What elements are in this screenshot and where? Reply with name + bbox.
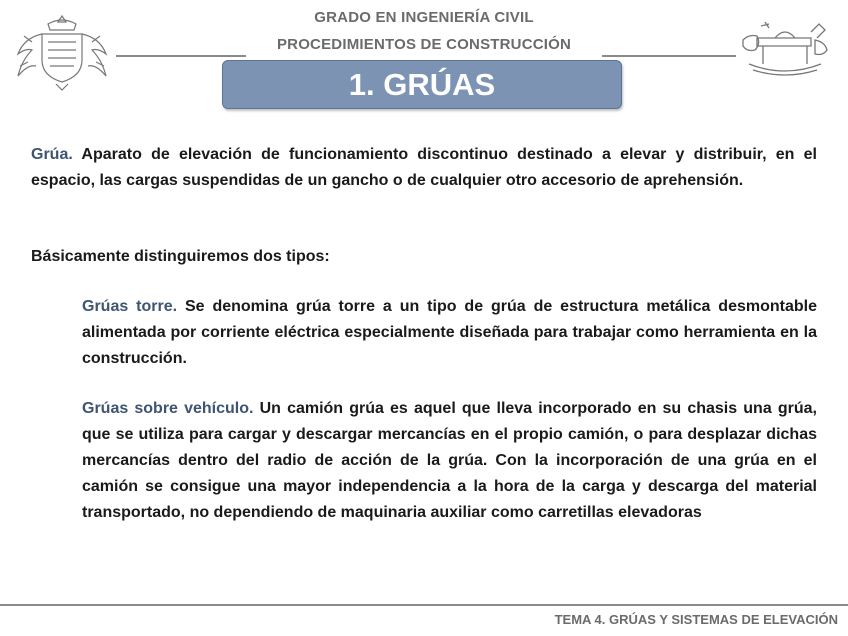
header-course: PROCEDIMIENTOS DE CONSTRUCCIÓN bbox=[276, 36, 572, 53]
header-degree: GRADO EN INGENIERÍA CIVIL bbox=[314, 9, 534, 26]
footer-divider bbox=[0, 604, 848, 606]
definition-gruas-torre bbox=[82, 294, 817, 372]
footer-topic: TEMA 4. GRÚAS Y SISTEMAS DE ELEVACIÓN bbox=[554, 612, 838, 627]
definition-gruas-torre-text: Se denomina grúa torre a un tipo de grúa de estructura metálica desmontable alimentada por corriente eléctrica especialmente diseñada para trabajar como herramienta en la construcción. bbox=[82, 298, 817, 367]
types-intro: Básicamente distinguiremos dos tipos: bbox=[31, 248, 330, 265]
term-gruas-vehiculo: Grúas sobre vehículo. bbox=[82, 400, 254, 417]
section-title: 1. GRÚAS bbox=[222, 60, 622, 109]
definition-gruas-vehiculo bbox=[82, 396, 817, 526]
definition-grua bbox=[31, 142, 817, 194]
header-divider-left bbox=[116, 55, 246, 57]
definition-gruas-vehiculo-text: Un camión grúa es aquel que lleva incorporado en su chasis una grúa, que se utiliza para cargar y descargar mercancías en el propio camión, o para desplazar dichas mercancías dentro del radio de acción de la grúa. Con la incorporación de una grúa en el camión se consigue una mayor independencia a la hora de la carga y descarga del material transportado, no dependiendo de maquinaria auxiliar como carretillas elevadoras bbox=[82, 400, 817, 521]
term-grua: Grúa. bbox=[31, 146, 73, 163]
definition-grua-text: Aparato de elevación de funcionamiento discontinuo destinado a elevar y distribuir, en el espacio, las cargas suspendidas de un gancho o de cualquier otro accesorio de aprehensión. bbox=[31, 146, 817, 189]
term-gruas-torre: Grúas torre. bbox=[82, 298, 178, 315]
header-divider-right bbox=[602, 55, 736, 57]
civil-engineering-emblem-icon bbox=[735, 18, 835, 80]
